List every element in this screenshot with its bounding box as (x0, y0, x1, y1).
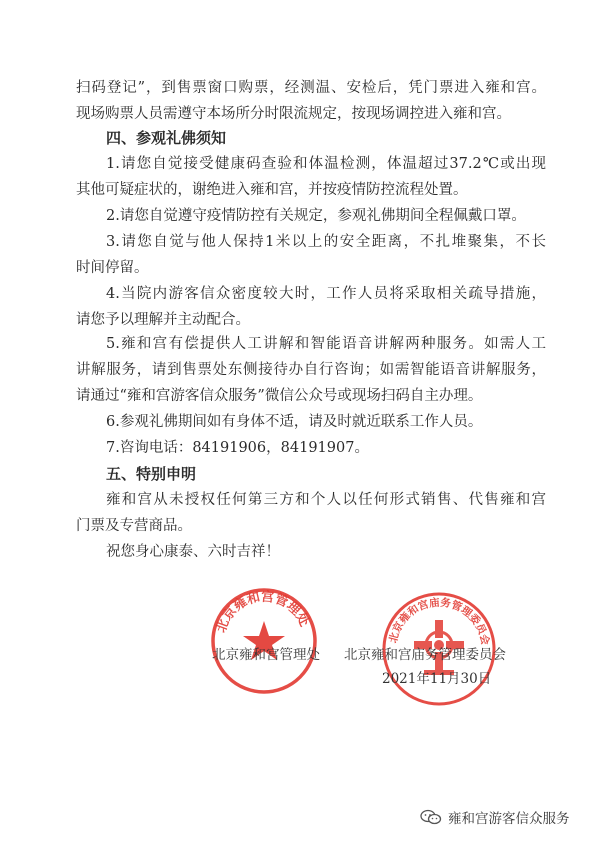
wechat-icon (420, 809, 442, 825)
section-heading: 五、特别申明 (106, 465, 197, 483)
body-line: 雍和宫从未授权任何第三方和个人以任何形式销售、代售雍和宫 (106, 492, 546, 508)
body-line: 2.请您自觉遵守疫情防控有关规定，参观礼佛期间全程佩戴口罩。 (106, 208, 526, 224)
body-line: 请您予以理解并主动配合。 (76, 312, 250, 328)
footer-account (420, 805, 570, 829)
footer-account-name: 雍和宫游客信众服务 (448, 811, 570, 827)
body-line: 6.参观礼佛期间如有身体不适，请及时就近联系工作人员。 (106, 414, 483, 430)
signature-date: 2021年11月30日 (382, 671, 492, 687)
signature-org-1: 北京雍和宫管理处 (212, 647, 320, 663)
body-line: 讲解服务，请到售票处东侧接待办自行咨询；如需智能语音讲解服务， (76, 362, 546, 378)
body-line: 请通过“雍和宫游客信众服务”微信公众号或现场扫码自主办理。 (76, 388, 483, 404)
body-line: 1.请您自觉接受健康码查验和体温检测，体温超过37.2℃或出现 (106, 156, 546, 172)
body-line: 门票及专营商品。 (76, 518, 192, 534)
closing-line: 祝您身心康泰、六时吉祥！ (106, 544, 280, 560)
section-heading: 四、参观礼佛须知 (106, 129, 227, 147)
body-line: 7.咨询电话：84191906，84191907。 (106, 440, 369, 456)
body-line: 5.雍和宫有偿提供人工讲解和智能语音讲解两种服务。如需人工 (106, 336, 546, 352)
body-line: 扫码登记”，到售票窗口购票，经测温、安检后，凭门票进入雍和宫。 (76, 80, 546, 96)
seal-1-icon (208, 585, 320, 697)
body-line: 3.请您自觉与他人保持1米以上的安全距离，不扎堆聚集，不长 (106, 234, 546, 250)
seal-2-text: 北京雍和宫庙务管理委员会 (387, 596, 491, 647)
body-line: 时间停留。 (76, 260, 149, 276)
seal-1-text: 北京雍和宫管理处 (213, 589, 312, 635)
body-line: 4.当院内游客信众密度较大时，工作人员将采取相关疏导措施， (106, 286, 546, 302)
body-line: 现场购票人员需遵守本场所分时限流规定，按现场调控进入雍和宫。 (76, 106, 511, 122)
signature-org-2: 北京雍和宫庙务管理委员会 (344, 647, 506, 663)
body-line: 其他可疑症状的，谢绝进入雍和宫，并按疫情防控流程处置。 (76, 182, 468, 198)
